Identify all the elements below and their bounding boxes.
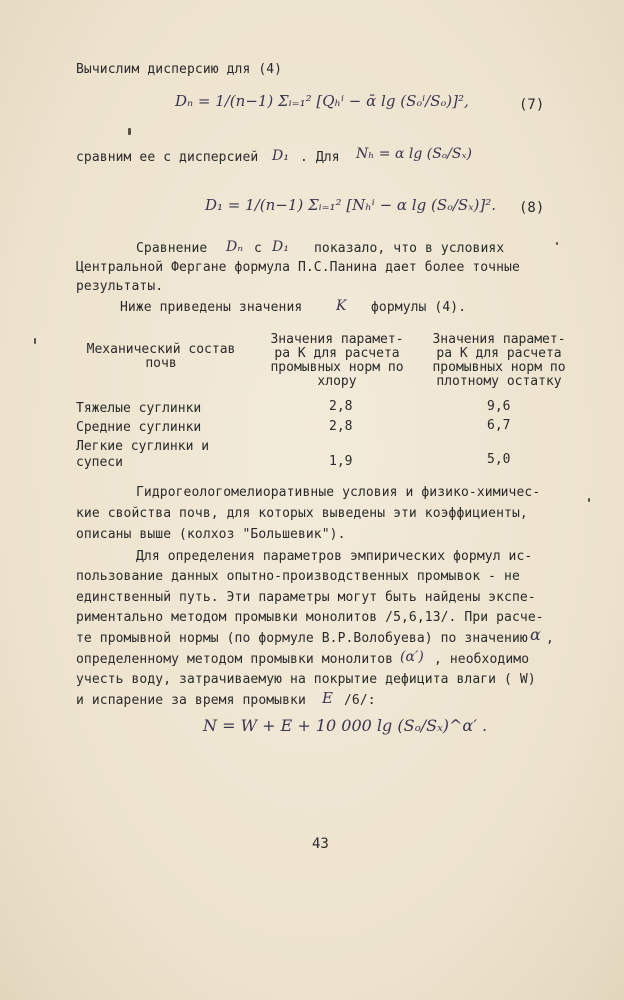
equation-7: Dₙ = 1/(n−1) Σᵢ₌₁² [Qₕⁱ − ᾱ lg (Sₒⁱ/Sₒ)]², — [175, 92, 469, 110]
para5-line6-b: , необходимо — [434, 652, 530, 667]
para5-line3: единственный путь. Эти параметры могут быть найдены экспе- — [76, 590, 536, 605]
table-row-2-residue: 6,7 — [487, 418, 511, 433]
para3-text-b: формулы (4). — [371, 300, 467, 315]
para3-text-a: Ниже приведены значения — [120, 300, 303, 315]
header-residue-line3: промывных норм по — [432, 360, 566, 375]
table-row-3-residue: 5,0 — [487, 452, 511, 467]
para5-line4: риментально методом промывки монолитов /5,6,13/. При расче- — [76, 610, 544, 625]
para4-line2: кие свойства почв, для которых выведены эти коэффициенты, — [76, 506, 528, 521]
header-chlorine-line1: Значения парамет- — [270, 332, 404, 347]
para2-text-b: с — [254, 241, 262, 256]
para4-line3: описаны выше (колхоз "Большевик"). — [76, 527, 346, 542]
para5-line5-b: , — [546, 631, 554, 646]
scan-speck — [556, 242, 558, 245]
para3-symbol-k: K — [336, 298, 347, 314]
para5-line6-a: определенному методом промывки монолитов — [76, 652, 394, 667]
table-header-chlorine — [262, 333, 412, 389]
para4-line1: Гидрогеологомелиоративные условия и физико-химичес- — [136, 485, 541, 500]
intro-line: Вычислим дисперсию для (4) — [76, 62, 283, 77]
para5-line8-a: и испарение за время промывки — [76, 693, 306, 708]
table-header-residue — [424, 333, 574, 389]
table-row-3-soil-line2: супеси — [76, 455, 123, 470]
para2-line2: Центральной Фергане формула П.С.Панина дает более точные — [76, 260, 520, 275]
header-chlorine-line2: ра K для расчета — [274, 346, 400, 361]
scan-speck — [588, 498, 590, 502]
para2-symbol-dn: Dₙ — [226, 239, 244, 255]
table-row-1-chlorine: 2,8 — [329, 399, 353, 414]
page-number: 43 — [312, 836, 329, 852]
header-residue-line4: плотному остатку — [436, 374, 562, 389]
para2-symbol-d1: D₁ — [272, 239, 290, 255]
table-row-1-soil: Тяжелые суглинки — [76, 401, 202, 416]
para2-line3: результаты. — [76, 279, 164, 294]
para5-line8-b: /6/: — [344, 693, 376, 708]
equation-8: D₁ = 1/(n−1) Σᵢ₌₁² [Nₕⁱ − α lg (Sₒ/Sₓ)]². — [205, 196, 497, 214]
scan-speck — [128, 128, 131, 135]
equation-8-number: (8) — [519, 200, 545, 216]
equation-7-number: (7) — [519, 97, 545, 113]
para5-symbol-e: E — [322, 689, 334, 707]
para5-line5-a: те промывной нормы (по формуле В.Р.Волобуева) по значению — [76, 631, 528, 646]
compare-formula: Nₕ = α lg (Sₒ/Sₓ) — [356, 146, 472, 162]
header-residue-line1: Значения парамет- — [432, 332, 566, 347]
para5-line2: пользование данных опытно-производственных промывок - не — [76, 569, 520, 584]
para2-text-c: показало, что в условиях — [314, 241, 505, 256]
para5-symbol-alpha: α — [530, 625, 541, 644]
para2-text-a: Сравнение — [136, 241, 208, 256]
header-chlorine-line4: хлору — [317, 374, 357, 389]
para5-line7: учесть воду, затрачиваемую на покрытие дефицита влаги ( W) — [76, 672, 536, 687]
table-row-3-chlorine: 1,9 — [329, 454, 353, 469]
header-residue-line2: ра K для расчета — [436, 346, 562, 361]
table-header-soil — [76, 343, 246, 371]
table-row-2-soil: Средние суглинки — [76, 420, 202, 435]
compare-symbol-d1: D₁ — [272, 148, 290, 164]
table-row-3-soil-line1: Легкие суглинки и — [76, 439, 210, 454]
compare-text-a: сравним ее с дисперсией — [76, 150, 259, 165]
scan-speck — [34, 338, 36, 344]
compare-text-b: . Для — [300, 150, 340, 165]
table-row-1-residue: 9,6 — [487, 399, 511, 414]
header-soil-line2: почв — [145, 356, 177, 371]
para5-line1: Для определения параметров эмпирических формул ис- — [136, 549, 533, 564]
para5-symbol-alpha-prime: (α′) — [400, 649, 424, 665]
final-formula: N = W + E + 10 000 lg (Sₒ/Sₓ)^α′ . — [203, 716, 488, 735]
header-chlorine-line3: промывных норм по — [270, 360, 404, 375]
header-soil-line1: Механический состав — [86, 342, 236, 357]
table-row-2-chlorine: 2,8 — [329, 419, 353, 434]
